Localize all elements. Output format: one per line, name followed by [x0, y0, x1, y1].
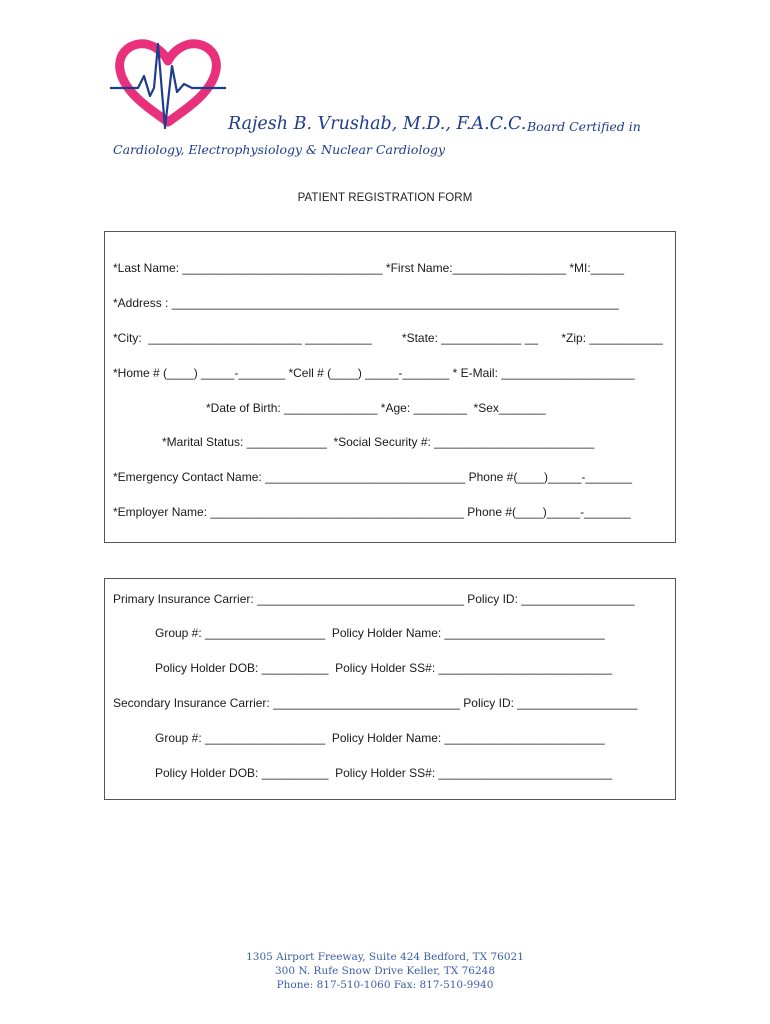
footer-address-keller: 300 N. Rufe Snow Drive Keller, TX 76248	[274, 965, 496, 977]
city-state-zip-fields[interactable]: *City: _______________________ __________ *State: ____________ __ *Zip: ___________	[113, 331, 663, 345]
secondary-group-holder-fields[interactable]: Group #: __________________ Policy Holder Name: ________________________	[155, 731, 605, 745]
doctor-name: Rajesh B. Vrushab, M.D., F.A.C.C.	[228, 114, 527, 134]
phone-email-fields[interactable]: *Home # (____) _____-_______ *Cell # (____) _____-_______ * E-Mail: ____________________	[113, 366, 635, 380]
primary-group-holder-fields[interactable]: Group #: __________________ Policy Holder Name: ________________________	[155, 626, 605, 640]
footer	[0, 950, 770, 992]
footer-address-bedford: 1305 Airport Freeway, Suite 424 Bedford, TX 76021	[246, 951, 524, 963]
last-first-mi-fields[interactable]: *Last Name: ______________________________ *First Name:_________________ *MI:_____	[113, 261, 625, 275]
emergency-contact-fields[interactable]: *Emergency Contact Name: ______________________________ Phone #(____)_____-_______	[113, 470, 633, 484]
employer-fields[interactable]: *Employer Name: ______________________________________ Phone #(____)_____-_______	[113, 505, 631, 519]
secondary-insurance-fields[interactable]: Secondary Insurance Carrier: ____________________________ Policy ID: __________________	[113, 696, 638, 710]
board-certified-label: Board Certified in	[527, 119, 641, 134]
dob-age-sex-fields[interactable]: *Date of Birth: ______________ *Age: ________ *Sex_______	[206, 401, 546, 415]
marital-ssn-fields[interactable]: *Marital Status: ____________ *Social Security #: ________________________	[162, 435, 595, 449]
secondary-holder-dob-ss-fields[interactable]: Policy Holder DOB: __________ Policy Holder SS#: __________________________	[155, 766, 613, 780]
patient-info-section	[104, 231, 676, 543]
primary-holder-dob-ss-fields[interactable]: Policy Holder DOB: __________ Policy Holder SS#: __________________________	[155, 661, 613, 675]
form-title: PATIENT REGISTRATION FORM	[297, 192, 473, 204]
footer-contact: Phone: 817-510-1060 Fax: 817-510-9940	[276, 979, 494, 991]
address-field[interactable]: *Address : ___________________________________________________________________	[113, 296, 619, 310]
heart-ecg-icon	[108, 36, 228, 132]
primary-insurance-fields[interactable]: Primary Insurance Carrier: _______________________________ Policy ID: _________________	[113, 592, 635, 606]
specialty-label: Cardiology, Electrophysiology & Nuclear Cardiology	[113, 142, 446, 157]
